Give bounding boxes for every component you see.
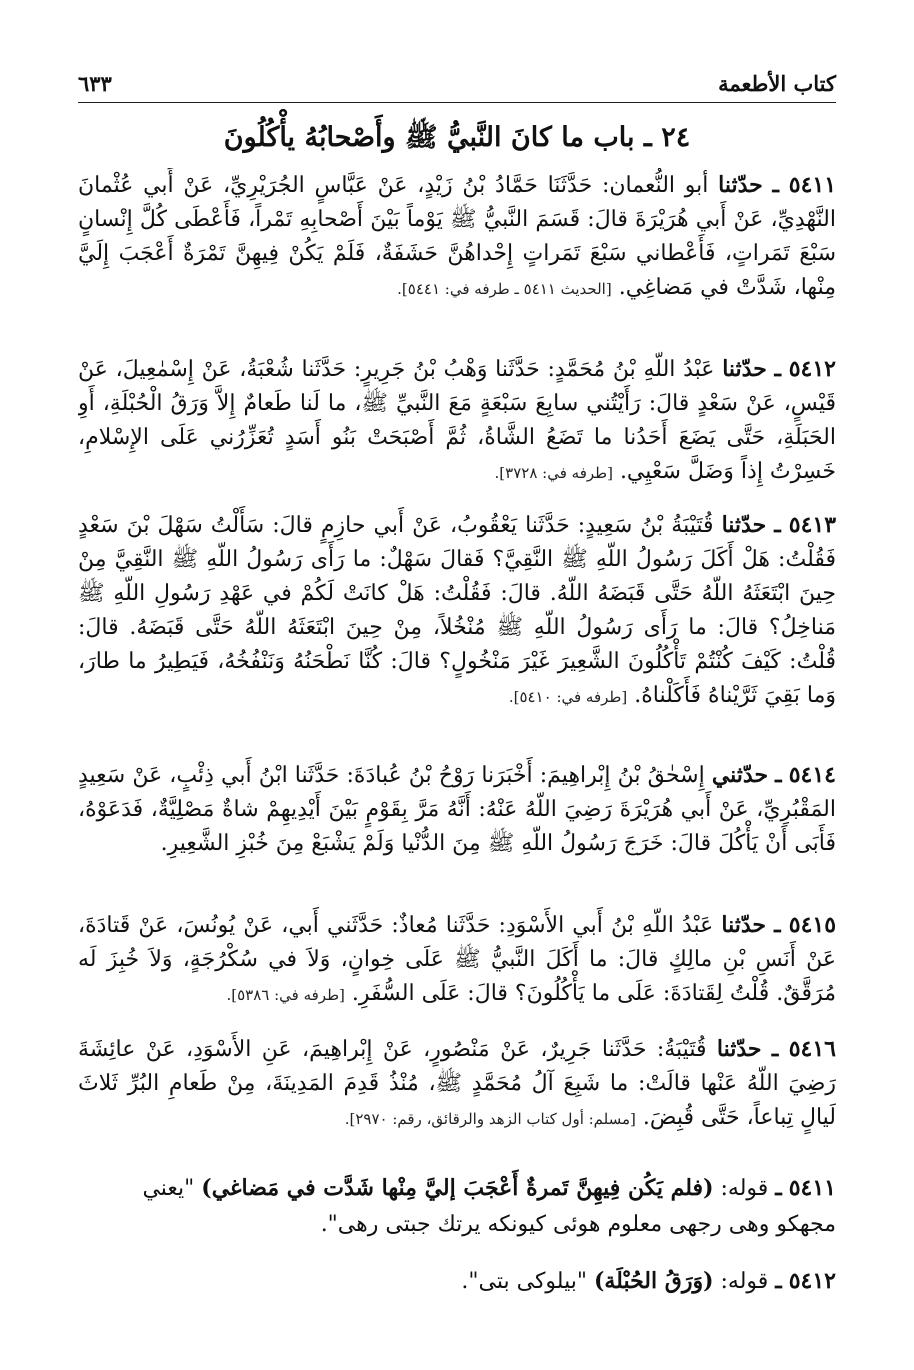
separator: ـ [774,512,781,538]
hadith-reference: [مسلم: أول كتاب الزهد والرقائق، رقم: ٢٩٧٠]. [344,1110,636,1128]
hadith-intro: حدّثنا [718,172,763,198]
hadith-text: عَبْدُ اللّهِ بْنُ أَبي الأَسْوَدِ: حَدَّثَنا مُعاذٌ: حَدَّثَني أَبي، عَنْ يُونُسَ، عَنْ قَتادَةَ، عَنْ أَنَسِ بْنِ مالِكٍ قالَ: ما أَكَلَ النَّبيُّ ﷺ عَلَى خِوانٍ، وَلاَ في سُكْرُجَةٍ، وَلاَ خُبِزَ لَه مُرَقَّقٌ. قُلْتُ لِقَتادَةَ: عَلَى ما يَأْكُلُونَ؟ قالَ: عَلَى السُّفَرِ. [78,913,836,1006]
hadith-paragraph [78,908,836,1032]
page-body [78,168,836,1330]
commentary-note [78,1263,836,1300]
commentary-label: قوله: [720,1269,769,1294]
hadith-number: ٥٤١٦ [788,1036,836,1062]
hadith-reference: [طرفه في: ٥٣٨٦]. [226,986,345,1004]
commentary-translation: "يعني مجهكو وهى رجهى معلوم هوئى كيونكه يرتك جبتى رهى". [142,1176,836,1237]
book-title: كتاب الأطعمة [718,71,836,96]
hadith-number: ٥٤١١ [788,172,836,198]
hadith-text: إِسْحٰقُ بْنُ إِبْراهِيمَ: أَخْبَرَنا رَوْحُ بْنُ عُبادَةَ: حَدَّثَنا ابْنُ أَبي ذِئْبٍ، عَنْ سَعِيدٍ المَقْبُرِيِّ، عَنْ أَبي هُرَيْرَةَ رَضِيَ اللّهُ عَنْهُ: أَنَّهُ مَرَّ بِقَوْمٍ بَيْنَ أَيْدِيهِمْ شاةٌ مَصْلِيَّةٌ، فَدَعَوْهُ، فَأَبَى أَنْ يَأْكُلَ قالَ: خَرَجَ رَسُولُ اللّهِ ﷺ مِنَ الدُّنْيا وَلَمْ يَشْبَعْ مِنَ خُبْزِ الشَّعِيرِ. [78,763,836,856]
hadith-reference: [طرفه في: ٣٧٢٨]. [494,464,613,482]
separator: ـ [772,172,779,198]
separator: ـ [775,1175,782,1201]
separator: ـ [775,762,782,788]
hadith-text: قُتَيْبَةُ: حَدَّثَنا جَرِيرٌ، عَنْ مَنْصُورٍ، عَنْ إِبْراهِيمَ، عَنِ الأَسْوَدِ، عَنْ عائِشَةَ رَضِيَ اللّهُ عَنْها قالَتْ: ما شَبِعَ آلُ مُحَمَّدٍ ﷺ، مُنْذُ قَدِمَ المَدِينَةَ، مِنْ طَعامِ البُرِّ ثَلاثَ لَيالٍ تِباعاً، حَتَّى قُبِضَ. [78,1037,836,1130]
commentary-phrase: (فلم يَكُن فِيهِنَّ تَمرةٌ أَعْجَبَ إليَّ مِنْها شَدَّت في مَضاغي) [201,1175,714,1201]
hadith-intro: حدّثنا [722,356,767,382]
hadith-number: ٥٤١٢ [788,356,836,382]
hadith-number: ٥٤١٥ [788,912,836,938]
hadith-reference: [طرفه في: ٥٤١٠]. [508,688,628,706]
hadith-paragraph [78,168,836,352]
hadith-paragraph [78,1032,836,1156]
commentary-translation: "بيلوكى بتى". [461,1269,587,1294]
separator: ـ [774,912,781,938]
commentary-note [78,1170,836,1243]
separator: ـ [771,1036,779,1062]
separator: ـ [774,356,781,382]
page-number: ٦٣٣ [78,71,112,96]
hadith-intro: حدّثنا [721,512,767,538]
commentary-number: ٥٤١٢ [788,1268,836,1294]
hadith-intro: حدّثنا [721,912,767,938]
hadith-paragraph [78,352,836,508]
hadith-intro: حدّثني [711,762,769,788]
hadith-intro: حدّثنا [716,1036,762,1062]
hadith-number: ٥٤١٣ [788,512,836,538]
hadith-text: قُتَيْبَةُ بْنُ سَعِيدٍ: حَدَّثَنا يَعْقُوبُ، عَنْ أَبي حازِمٍ قالَ: سَأَلْتُ سَهْلَ بْنَ سَعْدٍ فَقُلْتُ: هَلْ أَكَلَ رَسُولُ اللّهِ ﷺ النَّقِيَّ؟ فَقالَ سَهْلٌ: ما رَأَى رَسُولُ اللّهِ ﷺ النَّقِيَّ مِنْ حِينَ ابْتَعَثَهُ اللّهُ حَتَّى قَبَضَهُ اللّهُ. قالَ: فَقُلْتُ: هَلْ كانَتْ لَكُمْ في عَهْدِ رَسُولِ اللّهِ ﷺ مَناخِلُ؟ قالَ: ما رَأَى رَسُولُ اللّهِ ﷺ مُنْخُلاً، مِنْ حِينَ ابْتَعَثَهُ اللّهُ حَتَّى قَبَضَهُ. قالَ: قُلْتُ: كَيْفَ كُنْتُمْ تَأْكُلُونَ الشَّعِيرَ غَيْرَ مَنْخُولٍ؟ قالَ: كُنَّا نَطْحَنُهُ وَنَنْفُخُهُ، فَيَطِيرُ ما طارَ، وَما بَقِيَ ثَرَّيْناهُ فَأَكَلْناهُ. [78,513,836,708]
hadith-number: ٥٤١٤ [788,762,836,788]
hadith-paragraph [78,758,836,908]
hadith-text: عَبْدُ اللّهِ بْنُ مُحَمَّدٍ: حَدَّثَنا وَهْبُ بْنُ جَرِيرٍ: حَدَّثَنا شُعْبَةُ، عَنْ إِسْمٰعِيلَ، عَنْ قَيْسٍ، عَنْ سَعْدٍ قالَ: رَأَيْتُني سابِعَ سَبْعَةٍ مَعَ النَّبيِّ ﷺ، ما لَنا طَعامٌ إِلاَّ وَرَقُ الْحُبْلَةِ، أَوِ الحَبَلَةِ، حَتَّى يَضَعَ أَحَدُنا ما تَضَعُ الشَّاةُ، ثُمَّ أَصْبَحَتْ بَنُو أَسَدٍ تُعَزِّرُني عَلَى الإِسْلامِ، خَسِرْتُ إِذاً وَضَلَّ سَعْيِي. [78,357,836,484]
commentary-number: ٥٤١١ [788,1175,836,1201]
page-header [78,58,836,96]
separator: ـ [775,1268,782,1294]
hadith-reference: [الحديث ٥٤١١ ـ طرفه في: ٥٤٤١]. [397,280,612,298]
chapter-title: ٢٤ ـ باب ما كانَ النَّبيُّ ﷺ وأَصْحابُهُ يأْكُلُونَ [223,122,691,153]
header-divider [78,102,836,103]
commentary-phrase: (وَرَقُ الحُبْلَة) [593,1268,714,1294]
hadith-paragraph [78,508,836,758]
commentary-label: قوله: [720,1176,769,1201]
hadith-text: أبو النُّعمان: حَدَّثَنَا حَمَّادُ بْنُ زَيْدٍ، عَنْ عَبَّاسٍ الجُرَيْرِيِّ، عَنْ أَبي عُثْمانَ النَّهْدِيِّ، عَنْ أَبي هُرَيْرَةَ قالَ: قَسَمَ النَّبيُّ ﷺ يَوْماً بَيْنَ أَصْحابِهِ تَمْراً، فَأَعْطَى كُلَّ إِنْسانٍ سَبْعَ تَمَراتٍ، فَأَعْطاني سَبْعَ تَمَراتٍ إِحْداهُنَّ حَشَفَةٌ، فَلَمْ يَكُنْ فِيهِنَّ تَمْرَةٌ أَعْجَبَ إِلَيَّ مِنْها، شَدَّتْ في مَضاغِي. [78,173,836,300]
